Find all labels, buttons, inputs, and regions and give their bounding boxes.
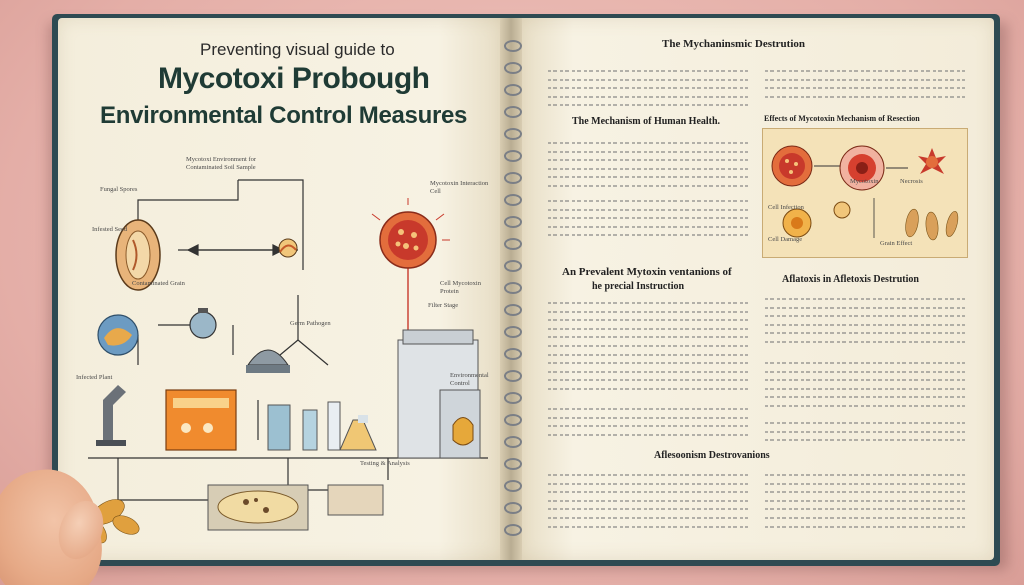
section4-paragraph-2 xyxy=(765,358,965,414)
left-page-title-line1: Mycotoxi Probough xyxy=(158,62,430,95)
binding-ring xyxy=(504,150,522,162)
left-page-subtitle: Preventing visual guide to xyxy=(200,40,395,59)
binding-ring xyxy=(504,194,522,206)
binding-ring xyxy=(504,370,522,382)
section3-heading-line1: An Prevalent Mytoxin ventanions of xyxy=(562,266,732,278)
binding-ring xyxy=(504,62,522,74)
binding-ring xyxy=(504,282,522,294)
inset-label-cell-c: Necrosis xyxy=(900,178,923,185)
section3-paragraph-1 xyxy=(548,298,748,398)
section2-paragraph-1 xyxy=(548,138,748,190)
binding-ring xyxy=(504,216,522,228)
section3-paragraph-2 xyxy=(548,404,748,438)
annotation-top-center: Mycotoxi Environment for Contaminated Soil Sample xyxy=(186,156,257,171)
annotation-right-upper: Mycotoxin Interaction Cell xyxy=(430,180,489,195)
binding-ring xyxy=(504,128,522,140)
annotation-left-upper: Fungal Spores xyxy=(100,186,138,193)
binding-ring xyxy=(504,348,522,360)
binding-ring xyxy=(504,414,522,426)
section1-paragraph-right xyxy=(765,66,965,106)
binding-ring xyxy=(504,480,522,492)
inset-heading: Effects of Mycotoxin Mechanism of Resection xyxy=(764,114,920,123)
binding-ring xyxy=(504,326,522,338)
section4-heading: Aflatoxis in Afletoxis Destrution xyxy=(782,274,919,285)
binding-ring xyxy=(504,238,522,250)
binding-ring xyxy=(504,458,522,470)
annotation-right-mid: Cell Mycotoxin Protein xyxy=(440,280,481,295)
section4-paragraph-1 xyxy=(765,294,965,354)
inset-label-cell-a: Cell Infection xyxy=(768,204,804,211)
inset-label-cell-b: Mycotoxin xyxy=(850,178,879,185)
binding-ring xyxy=(504,502,522,514)
section3-heading-line2: he precial Instruction xyxy=(592,281,685,292)
annotation-right-bottom-b: Environmental Control xyxy=(450,372,489,387)
annotation-left-mid: Infested Seed xyxy=(92,226,128,233)
section5-paragraph-left xyxy=(548,470,748,534)
binding-ring xyxy=(504,524,522,536)
binding-ring xyxy=(504,436,522,448)
annotation-left-bottom: Infected Plant xyxy=(76,374,113,381)
section2-heading: The Mechanism of Human Health. xyxy=(572,116,721,127)
section5-paragraph-right xyxy=(765,470,965,534)
left-page-title-line2: Environmental Control Measures xyxy=(100,102,468,129)
inset-label-cell-d: Cell Damage xyxy=(768,236,803,243)
section1-heading: The Mychaninsmic Destrution xyxy=(662,38,805,50)
binding-ring xyxy=(504,84,522,96)
section1-paragraph-left xyxy=(548,66,748,116)
annotation-center-lower: Germ Pathogen xyxy=(290,320,331,327)
annotation-bottom-right: Testing & Analysis xyxy=(360,460,410,467)
binding-ring xyxy=(504,106,522,118)
binding-ring xyxy=(504,392,522,404)
binding-ring xyxy=(504,304,522,316)
section2-paragraph-2 xyxy=(548,196,748,240)
inset-label-seed: Grain Effect xyxy=(880,240,913,247)
binding-ring xyxy=(504,172,522,184)
binding-ring xyxy=(504,40,522,52)
annotation-right-bottom-a: Filter Stage xyxy=(428,302,459,309)
binding-ring xyxy=(504,260,522,272)
annotation-left-lower: Contaminated Grain xyxy=(132,280,185,287)
section4-paragraph-3 xyxy=(765,418,965,452)
section5-heading: Aflesoonism Destrovanions xyxy=(654,450,770,461)
mycotoxin-diagram xyxy=(58,140,506,560)
